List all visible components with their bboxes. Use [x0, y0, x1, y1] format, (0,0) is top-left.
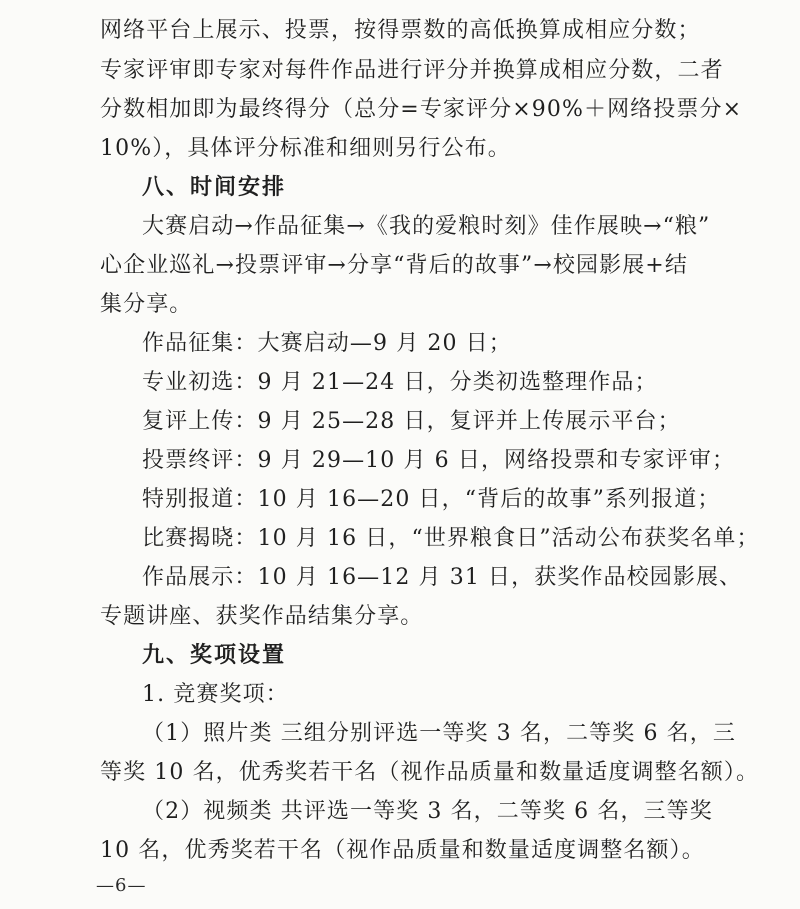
subsection-label: 1. 竞赛奖项：	[142, 682, 289, 707]
schedule-item: 专业初选：9 月 21—24 日，分类初选整理作品；	[142, 370, 658, 395]
paragraph-line: 集分享。	[100, 292, 193, 317]
schedule-item: 作品展示：10 月 16—12 月 31 日，获奖作品校园影展、	[142, 565, 743, 590]
paragraph-line: 大赛启动→作品征集→《我的爱粮时刻》佳作展映→“粮”	[142, 214, 711, 239]
schedule-item: 比赛揭晓：10 月 16 日，“世界粮食日”活动公布获奖名单；	[142, 526, 760, 551]
section-heading: 九、奖项设置	[142, 643, 287, 668]
page-number: —6—	[96, 875, 147, 896]
schedule-item: 复评上传：9 月 25—28 日，复评并上传展示平台；	[142, 409, 681, 434]
paragraph-line: 心企业巡礼→投票评审→分享“背后的故事”→校园影展+结	[100, 253, 688, 278]
award-item: （2）视频类 共评选一等奖 3 名，二等奖 6 名，三等奖	[142, 799, 713, 824]
award-item: 等奖 10 名，优秀奖若干名（视作品质量和数量适度调整名额）。	[100, 760, 760, 785]
paragraph-line: 分数相加即为最终得分（总分=专家评分×90%＋网络投票分×	[100, 97, 743, 122]
paragraph-line: 网络平台上展示、投票，按得票数的高低换算成相应分数；	[100, 18, 701, 43]
schedule-item: 作品征集：大赛启动—9 月 20 日；	[142, 331, 512, 356]
award-item: 10 名，优秀奖若干名（视作品质量和数量适度调整名额）。	[100, 838, 705, 863]
section-heading: 八、时间安排	[142, 175, 287, 200]
schedule-item: 投票终评：9 月 29—10 月 6 日，网络投票和专家评审；	[142, 448, 736, 473]
schedule-item: 特别报道：10 月 16—20 日，“背后的故事”系列报道；	[142, 487, 721, 512]
schedule-item-continued: 专题讲座、获奖作品结集分享。	[100, 604, 424, 629]
paragraph-line: 10%），具体评分标准和细则另行公布。	[100, 136, 511, 161]
award-item: （1）照片类 三组分别评选一等奖 3 名，二等奖 6 名，三	[142, 721, 736, 746]
paragraph-line: 专家评审即专家对每件作品进行评分并换算成相应分数，二者	[100, 58, 724, 83]
